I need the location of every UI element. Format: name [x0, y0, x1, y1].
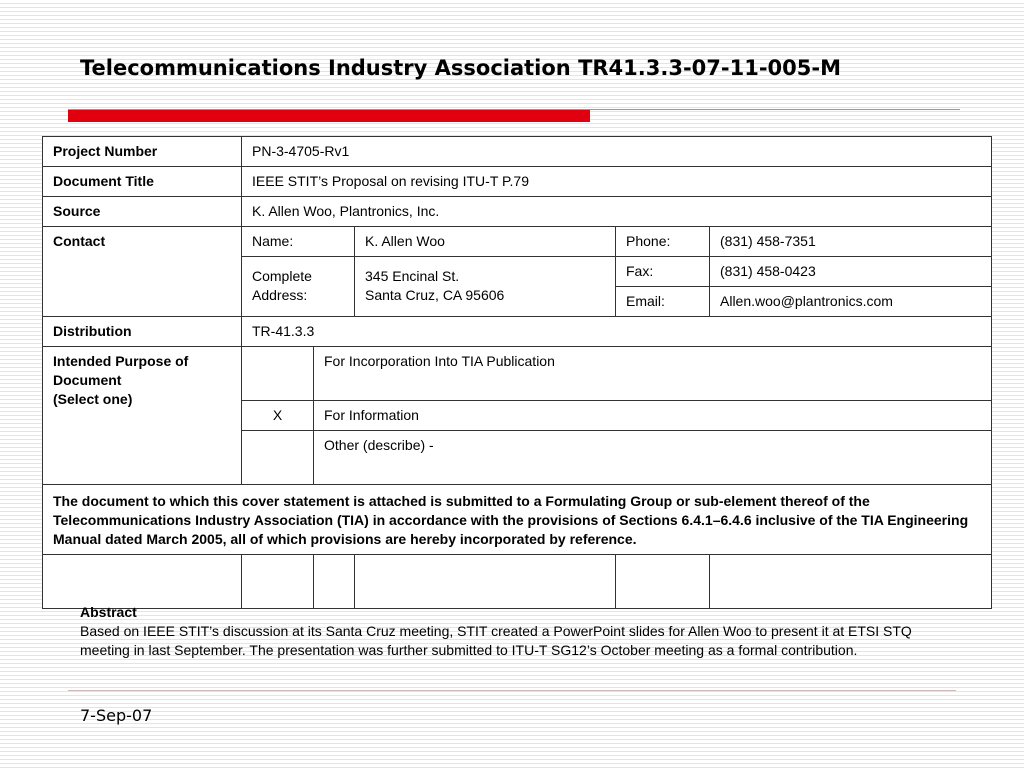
row-blank [43, 555, 992, 609]
blank-cell [43, 555, 242, 609]
purpose-option-1-text: For Incorporation Into TIA Publication [314, 347, 992, 401]
footer-date: 7-Sep-07 [80, 706, 153, 725]
contact-name-label: Name: [242, 227, 355, 257]
row-purpose-option-1 [43, 347, 992, 401]
contact-address-line1: 345 Encinal St. [365, 268, 460, 284]
contact-email-value: Allen.woo@plantronics.com [710, 287, 992, 317]
source-value: K. Allen Woo, Plantronics, Inc. [242, 197, 992, 227]
blank-cell [710, 555, 992, 609]
project-number-label: Project Number [43, 137, 242, 167]
contact-phone-label: Phone: [616, 227, 710, 257]
submission-statement: The document to which this cover statement is attached is submitted to a Formulating Group or sub-element thereof of the Telecommunications Industry Association (TIA) in accordance with the provisions of Sections 6.4.1–6.4.6 inclusive of the TIA Engineering Manual dated March 2005, all of which provisions are hereby incorporated by reference. [43, 485, 992, 555]
document-title-label: Document Title [43, 167, 242, 197]
project-number-value: PN-3-4705-Rv1 [242, 137, 992, 167]
contact-address-label [242, 257, 355, 317]
abstract-heading: Abstract [80, 604, 137, 620]
distribution-label: Distribution [43, 317, 242, 347]
accent-bar [68, 110, 590, 122]
purpose-option-3-text: Other (describe) - [314, 431, 992, 485]
purpose-option-3-checkbox[interactable] [242, 431, 314, 485]
page-title: Telecommunications Industry Association TR41.3.3-07-11-005-M [80, 56, 842, 80]
contact-fax-value: (831) 458-0423 [710, 257, 992, 287]
cover-sheet-table [42, 136, 992, 609]
contact-phone-value: (831) 458-7351 [710, 227, 992, 257]
distribution-value: TR-41.3.3 [242, 317, 992, 347]
contact-fax-label: Fax: [616, 257, 710, 287]
row-project-number [43, 137, 992, 167]
contact-address-label-line2: Address: [252, 287, 308, 303]
contact-email-label: Email: [616, 287, 710, 317]
intended-purpose-label [43, 347, 242, 485]
purpose-option-1-checkbox[interactable] [242, 347, 314, 401]
row-contact-name [43, 227, 992, 257]
row-document-title [43, 167, 992, 197]
row-statement [43, 485, 992, 555]
abstract-section [80, 603, 950, 660]
blank-cell [242, 555, 314, 609]
contact-name-value: K. Allen Woo [355, 227, 616, 257]
purpose-option-2-text: For Information [314, 401, 992, 431]
intended-purpose-label-line2: Document [53, 372, 122, 388]
blank-cell [355, 555, 616, 609]
document-title-value: IEEE STIT’s Proposal on revising ITU-T P.79 [242, 167, 992, 197]
footer-divider-rule [68, 690, 956, 691]
abstract-body: Based on IEEE STIT’s discussion at its Santa Cruz meeting, STIT created a PowerPoint slides for Allen Woo to present it at ETSI STQ meeting in last September. The presentation was further submitted to ITU-T SG12’s October meeting as a formal contribution. [80, 623, 912, 658]
row-source [43, 197, 992, 227]
contact-label: Contact [43, 227, 242, 317]
blank-cell [616, 555, 710, 609]
contact-address-value [355, 257, 616, 317]
contact-address-line2: Santa Cruz, CA 95606 [365, 287, 505, 303]
contact-address-label-line1: Complete [252, 268, 312, 284]
source-label: Source [43, 197, 242, 227]
purpose-option-2-checkbox[interactable]: X [242, 401, 314, 431]
intended-purpose-label-line1: Intended Purpose of [53, 353, 189, 369]
row-distribution [43, 317, 992, 347]
blank-cell [314, 555, 355, 609]
intended-purpose-label-line3: (Select one) [53, 391, 133, 407]
